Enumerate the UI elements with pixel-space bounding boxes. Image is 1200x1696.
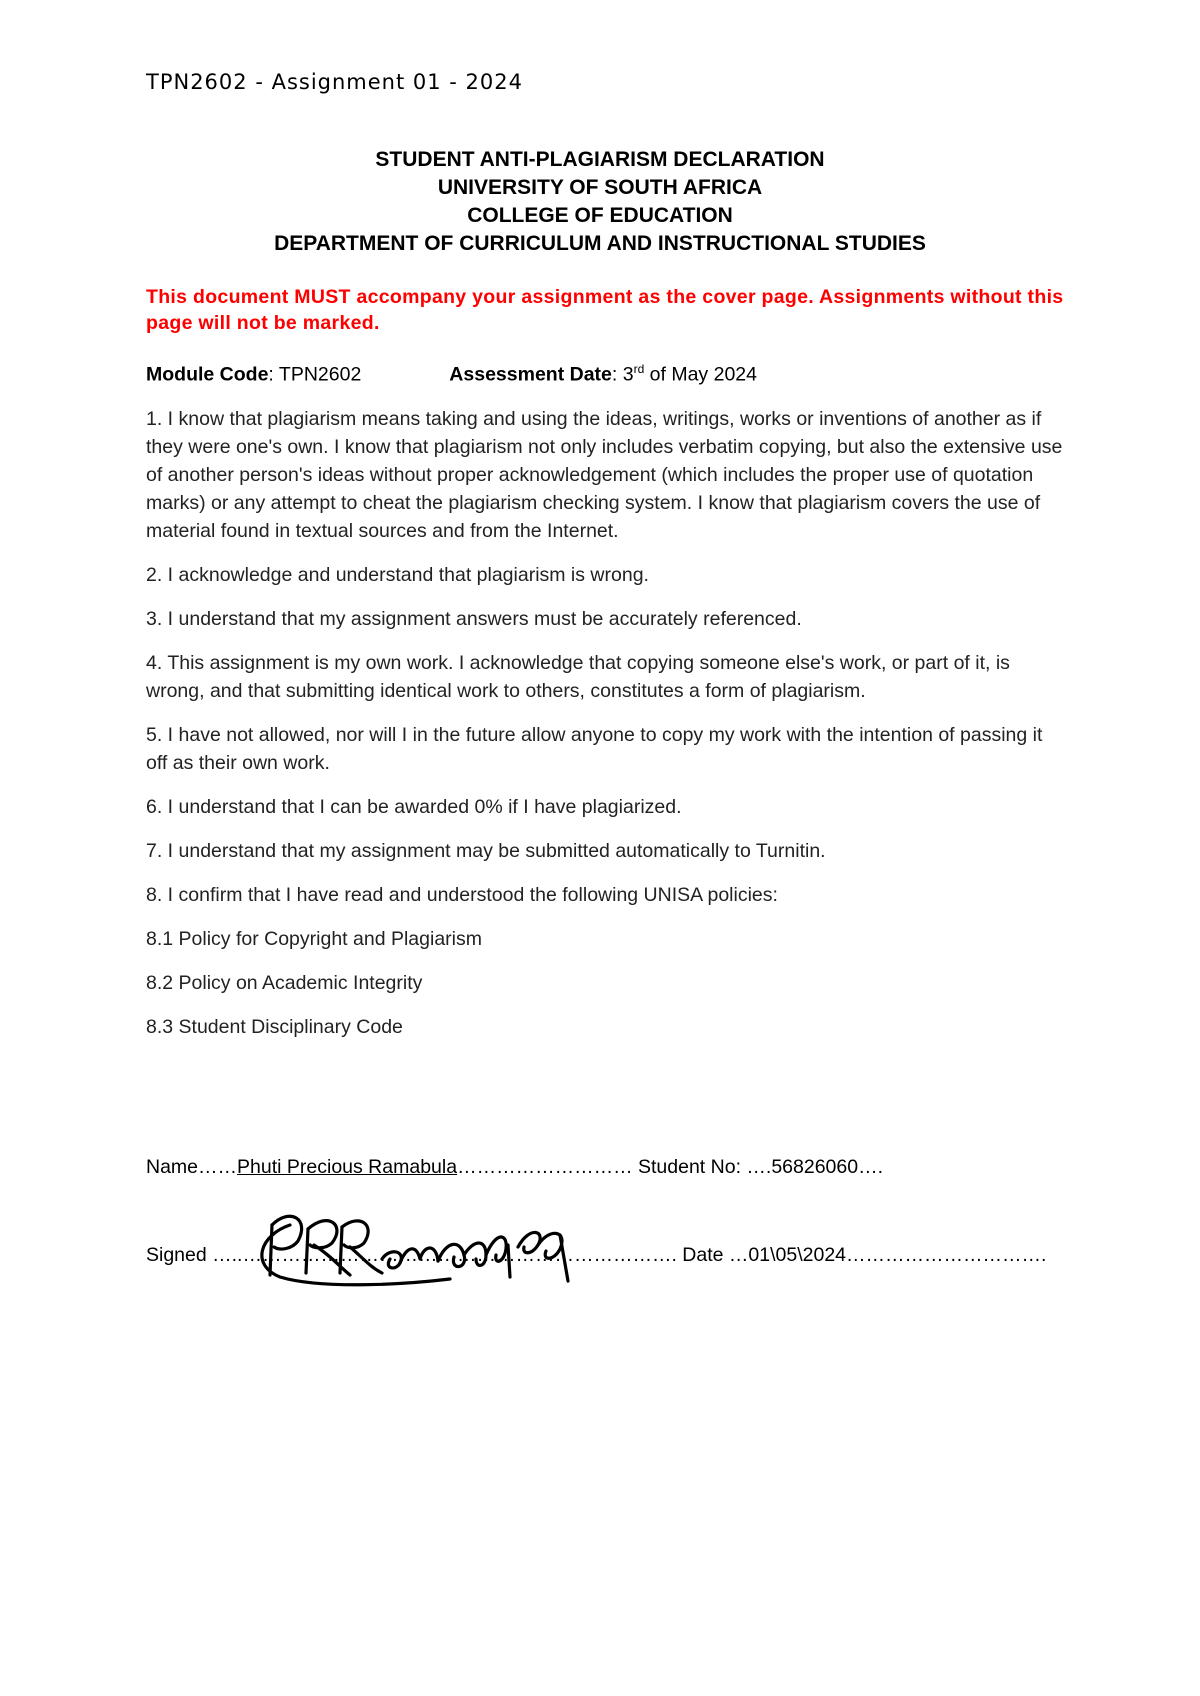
policy-item: 8.3 Student Disciplinary Code — [146, 1016, 403, 1038]
assessment-meta — [146, 362, 757, 387]
assessment-date-label: Assessment Date — [449, 363, 612, 386]
signed-date: 01\05\2024 — [748, 1244, 847, 1266]
statement-item: 2. I acknowledge and understand that plagiarism is wrong. — [146, 564, 649, 586]
name-prefix: Name…… — [146, 1156, 238, 1178]
handwritten-signature — [250, 1185, 590, 1295]
policy-item: 8.2 Policy on Academic Integrity — [146, 972, 423, 994]
statement-item: 7. I understand that my assignment may be submitted automatically to Turnitin. — [146, 840, 826, 862]
statement-item: 5. I have not allowed, nor will I in the future allow anyone to copy my work with the intention of passing it off as their own work. — [146, 724, 1043, 774]
title-line: UNIVERSITY OF SOUTH AFRICA — [437, 176, 763, 199]
statement-item: 3. I understand that my assignment answers must be accurately referenced. — [146, 608, 802, 630]
student-number-line: ……………………… Student No: ….56826060…. — [457, 1156, 883, 1178]
assessment-date-prefix: : 3 — [611, 363, 634, 386]
page-header: TPN2602 - Assignment 01 - 2024 — [146, 70, 523, 94]
statement-item: 6. I understand that I can be awarded 0% if I have plagiarized. — [146, 796, 682, 818]
name-line — [146, 1156, 883, 1179]
signed-date-suffix: …………………………. — [846, 1244, 1047, 1266]
assessment-date-ordinal: rd — [633, 362, 645, 376]
assessment-date-suffix: of May 2024 — [644, 363, 757, 386]
statement-item: 1. I know that plagiarism means taking and using the ideas, writings, works or inventions of another as if they were one's own. I know that plagiarism not only includes verbatim copying, but also the extensive use of another person's ideas without proper acknowledgement (which includes the proper use of quotation marks) or any attempt to cheat the plagiarism checking system. I know that plagiarism covers the use of material found in textual sources and from the Internet. — [146, 408, 1063, 542]
cover-page-warning: This document MUST accompany your assignment as the cover page. Assignments without this page will not be marked. — [146, 286, 1064, 334]
module-code-value: : TPN2602 — [268, 363, 362, 386]
statement-item: 8. I confirm that I have read and understood the following UNISA policies: — [146, 884, 778, 906]
statement-item: 4. This assignment is my own work. I acknowledge that copying someone else's work, or part of it, is wrong, and that submitting identical work to others, constitutes a form of plagiarism. — [146, 652, 1010, 702]
student-name: Phuti Precious Ramabula — [237, 1156, 458, 1178]
title-line: DEPARTMENT OF CURRICULUM AND INSTRUCTIONAL STUDIES — [274, 232, 926, 255]
declaration-titles — [0, 146, 1200, 258]
module-code-label: Module Code — [146, 363, 269, 386]
signed-prefix: Signed …..…………………………………………………………. Date … — [146, 1244, 749, 1266]
title-line: STUDENT ANTI-PLAGIARISM DECLARATION — [375, 148, 825, 171]
declaration-statements — [146, 405, 1066, 1057]
policy-item: 8.1 Policy for Copyright and Plagiarism — [146, 928, 482, 950]
title-line: COLLEGE OF EDUCATION — [467, 204, 733, 227]
